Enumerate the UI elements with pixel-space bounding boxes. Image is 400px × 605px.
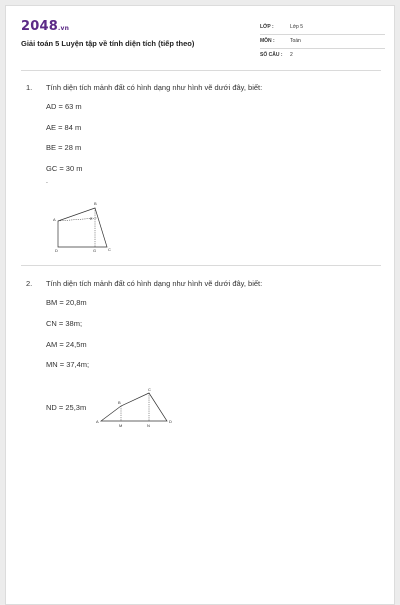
figure-label-d: D — [55, 248, 58, 253]
figure-label-m: M — [119, 423, 123, 428]
document-title: Giải toán 5 Luyện tập về tính diện tích (tiếp theo) — [21, 39, 195, 48]
given-line: AD = 63 m — [46, 102, 82, 111]
given-line: ND = 25,3m — [46, 403, 87, 412]
meta-key: LỚP : — [260, 24, 274, 30]
logo-suffix: .vn — [57, 25, 70, 32]
meta-key: SỐ CÂU : — [260, 52, 283, 58]
meta-value: Lớp 5 — [290, 24, 304, 30]
site-logo[interactable] — [21, 19, 69, 34]
figure-label-a: A — [53, 217, 56, 222]
logo-text: 2048 — [21, 19, 58, 34]
given-line: AM = 24,5m — [46, 340, 87, 349]
given-line: BE = 28 m — [46, 143, 82, 152]
question-number: 2. — [26, 279, 33, 288]
figure-label-d: D — [169, 419, 172, 424]
figure-label-a: A — [96, 419, 99, 424]
quadrilateral-figure — [46, 194, 121, 254]
figure-label-g: G — [93, 248, 97, 253]
meta-row-class — [260, 21, 385, 35]
given-line-extra: . — [46, 178, 48, 185]
given-line: GC = 30 m — [46, 164, 83, 173]
given-line: CN = 38m; — [46, 319, 83, 328]
meta-key: MÔN : — [260, 38, 275, 44]
given-line: MN = 37,4m; — [46, 360, 90, 369]
figure-label-n: N — [147, 423, 150, 428]
figure-label-c: C — [148, 387, 151, 392]
question-text: Tính diện tích mảnh đất có hình dạng như hình vẽ dưới đây, biết: — [46, 83, 263, 92]
figure-outline — [101, 393, 167, 421]
meta-value: Toán — [290, 38, 301, 44]
figure-label-b: B — [94, 201, 97, 206]
given-line: AE = 84 m — [46, 123, 82, 132]
quadrilateral-figure-abcd — [94, 382, 179, 432]
meta-row-subject — [260, 35, 385, 49]
figure-label-c: C — [108, 247, 111, 252]
question-number: 1. — [26, 83, 33, 92]
figure-label-e: E — [90, 216, 93, 221]
meta-value: 2 — [290, 52, 293, 58]
figure-outline — [58, 208, 107, 247]
given-line: BM = 20,8m — [46, 298, 87, 307]
meta-row-count — [260, 49, 385, 62]
worksheet-page — [5, 5, 395, 605]
figure-label-b: B — [118, 400, 121, 405]
header-divider — [21, 70, 381, 71]
question-text: Tính diện tích mảnh đất có hình dạng như hình vẽ dưới đây, biết: — [46, 279, 263, 288]
question-divider — [21, 265, 381, 266]
